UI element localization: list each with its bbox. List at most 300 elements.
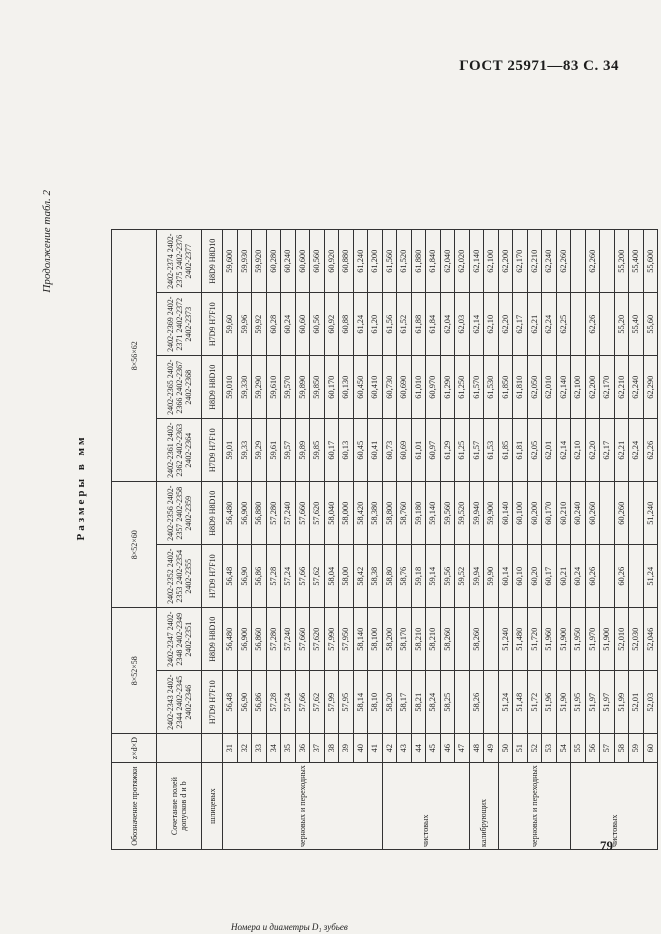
diameter-cell: 60,450 — [353, 356, 368, 419]
diameter-cell: 51,950 — [571, 608, 586, 671]
diameter-cell: 57,280 — [266, 608, 281, 671]
diameter-cell: 58,380 — [368, 482, 383, 545]
table-row — [600, 230, 615, 850]
diameter-cell: 59,57 — [281, 419, 296, 482]
section-label: черновых и переходных — [223, 763, 383, 850]
diameter-cell: 61,56 — [382, 293, 397, 356]
diameter-cell: 55,400 — [629, 230, 644, 293]
tooth-number-cell: 48 — [469, 734, 484, 763]
diameter-cell: 58,200 — [382, 608, 397, 671]
diameter-cell: 60,100 — [513, 482, 528, 545]
tol-cell: H7D9 H7F10 — [202, 293, 223, 356]
tooth-number-cell: 46 — [440, 734, 455, 763]
diameter-cell: 62,210 — [527, 230, 542, 293]
codes-cell: 2402-2356 2402-2357 2402-2358 2402-2359 — [157, 482, 202, 545]
diameter-cell: 57,24 — [281, 545, 296, 608]
diameter-cell: 61,290 — [440, 356, 455, 419]
table-row — [295, 230, 310, 850]
diameter-cell: 56,900 — [237, 482, 252, 545]
tooth-number-cell: 50 — [498, 734, 513, 763]
tooth-number-cell: 44 — [411, 734, 426, 763]
diameter-cell: 61,560 — [382, 230, 397, 293]
diameter-cell: 51,96 — [542, 671, 557, 734]
tooth-number-cell: 51 — [513, 734, 528, 763]
diameter-cell: 59,33 — [237, 419, 252, 482]
section-label: калибрующих — [469, 763, 498, 850]
diameter-cell: 62,20 — [585, 419, 600, 482]
diameter-cell: 59,890 — [295, 356, 310, 419]
diameter-cell: 57,620 — [310, 608, 325, 671]
diameter-cell: 52,010 — [614, 608, 629, 671]
diameter-cell: 58,100 — [368, 608, 383, 671]
tooth-number-cell: 45 — [426, 734, 441, 763]
diameter-cell: 59,18 — [411, 545, 426, 608]
table-row — [498, 230, 513, 850]
diameter-cell: 61,88 — [411, 293, 426, 356]
zdD-header: z×d×D — [112, 734, 157, 763]
diameter-cell — [571, 293, 586, 356]
group-header-1: 8×52×58 — [112, 608, 157, 734]
tooth-number-cell: 37 — [310, 734, 325, 763]
diameter-cell — [600, 545, 615, 608]
side-caption: Номера и диаметры D₁ зубьев — [231, 922, 348, 932]
codes-row — [157, 230, 202, 850]
tooth-number-cell: 58 — [614, 734, 629, 763]
table-row — [440, 230, 455, 850]
diameter-cell: 62,01 — [542, 419, 557, 482]
diameter-cell: 58,17 — [397, 671, 412, 734]
group-header-2: 8×52×60 — [112, 482, 157, 608]
tooth-number-cell: 35 — [281, 734, 296, 763]
sizes-caption: Размеры в мм — [75, 434, 87, 541]
diameter-cell: 60,560 — [310, 230, 325, 293]
diameter-cell: 60,260 — [614, 482, 629, 545]
diameter-cell: 57,24 — [281, 671, 296, 734]
diameter-cell: 61,520 — [397, 230, 412, 293]
diameter-cell — [455, 671, 470, 734]
tooth-number-cell: 41 — [368, 734, 383, 763]
diameter-cell: 59,94 — [469, 545, 484, 608]
diameter-cell: 59,96 — [237, 293, 252, 356]
diameter-cell: 58,21 — [411, 671, 426, 734]
diameter-cell: 60,28 — [266, 293, 281, 356]
diameter-cell: 62,050 — [527, 356, 542, 419]
diameter-cell — [484, 608, 499, 671]
diameter-cell: 59,940 — [469, 482, 484, 545]
diameter-cell: 62,26 — [585, 293, 600, 356]
diameter-cell: 59,520 — [455, 482, 470, 545]
broach-table — [111, 229, 658, 850]
tooth-number-cell: 54 — [556, 734, 571, 763]
diameter-cell: 59,010 — [223, 356, 238, 419]
diameter-cell: 51,95 — [571, 671, 586, 734]
diameter-cell: 62,04 — [440, 293, 455, 356]
codes-cell: 2402-2361 2402-2362 2402-2363 2402-2364 — [157, 419, 202, 482]
tol-cell: H8D9 H8D10 — [202, 230, 223, 293]
diameter-cell: 58,14 — [353, 671, 368, 734]
table-row — [614, 230, 629, 850]
diameter-cell: 62,03 — [455, 293, 470, 356]
diameter-cell: 51,72 — [527, 671, 542, 734]
codes-cell: 2402-2343 2402-2344 2402-2345 2402-2346 — [157, 671, 202, 734]
diameter-cell: 58,260 — [440, 608, 455, 671]
diameter-cell: 60,240 — [281, 230, 296, 293]
tooth-number-cell: 56 — [585, 734, 600, 763]
table-row — [571, 230, 586, 850]
table-row — [353, 230, 368, 850]
diameter-cell: 60,13 — [339, 419, 354, 482]
diameter-cell: 61,810 — [513, 356, 528, 419]
diameter-cell: 62,240 — [542, 230, 557, 293]
diameter-cell: 58,76 — [397, 545, 412, 608]
diameter-cell: 56,880 — [252, 482, 267, 545]
tooth-number-cell: 34 — [266, 734, 281, 763]
diameter-cell: 59,61 — [266, 419, 281, 482]
diameter-cell: 58,760 — [397, 482, 412, 545]
diameter-cell: 62,020 — [455, 230, 470, 293]
diameter-cell: 55,200 — [614, 230, 629, 293]
tooth-number-cell: 36 — [295, 734, 310, 763]
designation-header: Обозначение протяжки — [112, 763, 157, 850]
table-row — [266, 230, 281, 850]
diameter-cell — [600, 230, 615, 293]
spacer-cell — [157, 734, 202, 763]
codes-cell: 2402-2374 2402-2375 2402-2376 2402-2377 — [157, 230, 202, 293]
diameter-cell: 62,21 — [614, 419, 629, 482]
diameter-cell: 59,600 — [223, 230, 238, 293]
diameter-cell: 51,720 — [527, 608, 542, 671]
section-label: чистовых — [571, 763, 658, 850]
table-row — [643, 230, 658, 850]
table-row — [339, 230, 354, 850]
diameter-cell: 57,950 — [339, 608, 354, 671]
diameter-cell: 55,60 — [643, 293, 658, 356]
diameter-cell: 61,84 — [426, 293, 441, 356]
table-row — [629, 230, 644, 850]
diameter-cell: 60,56 — [310, 293, 325, 356]
diameter-cell: 57,620 — [310, 482, 325, 545]
diameter-cell: 57,240 — [281, 482, 296, 545]
tolerance-header: Сочетание полей допусков d и b — [157, 763, 202, 850]
diameter-cell: 56,90 — [237, 545, 252, 608]
table-row — [426, 230, 441, 850]
diameter-cell: 61,20 — [368, 293, 383, 356]
diameter-cell: 59,85 — [310, 419, 325, 482]
diameter-cell: 61,01 — [411, 419, 426, 482]
tooth-number-cell: 43 — [397, 734, 412, 763]
table-row — [397, 230, 412, 850]
diameter-cell: 62,25 — [556, 293, 571, 356]
diameter-cell: 56,48 — [223, 671, 238, 734]
diameter-cell: 59,900 — [484, 482, 499, 545]
diameter-cell — [629, 545, 644, 608]
diameter-cell — [484, 671, 499, 734]
diameter-cell: 51,900 — [556, 608, 571, 671]
codes-cell: 2402-2365 2402-2366 2402-2367 2402-2368 — [157, 356, 202, 419]
diameter-cell: 59,92 — [252, 293, 267, 356]
diameter-cell: 58,20 — [382, 671, 397, 734]
diameter-cell: 62,240 — [629, 356, 644, 419]
diameter-cell: 60,730 — [382, 356, 397, 419]
diameter-cell: 62,05 — [527, 419, 542, 482]
group-header-3: 8×56×62 — [112, 230, 157, 482]
diameter-cell: 61,840 — [426, 230, 441, 293]
table-row — [469, 230, 484, 850]
diameter-cell: 61,530 — [484, 356, 499, 419]
diameter-cell — [629, 482, 644, 545]
diameter-cell: 61,24 — [353, 293, 368, 356]
diameter-cell: 59,90 — [484, 545, 499, 608]
diameter-cell: 58,210 — [411, 608, 426, 671]
rotated-table-area — [41, 150, 655, 932]
tol-cell: H7D9 H7F10 — [202, 545, 223, 608]
diameter-cell: 59,330 — [237, 356, 252, 419]
diameter-cell: 60,210 — [556, 482, 571, 545]
diameter-cell: 59,60 — [223, 293, 238, 356]
table-row — [324, 230, 339, 850]
diameter-cell: 57,28 — [266, 545, 281, 608]
diameter-cell: 56,86 — [252, 545, 267, 608]
diameter-cell: 52,046 — [643, 608, 658, 671]
table-body — [223, 230, 658, 850]
diameter-cell: 59,920 — [252, 230, 267, 293]
diameter-cell: 61,85 — [498, 419, 513, 482]
diameter-cell: 60,24 — [281, 293, 296, 356]
diameter-cell: 60,24 — [571, 545, 586, 608]
diameter-cell: 60,170 — [324, 356, 339, 419]
table-row — [252, 230, 267, 850]
tolerance-row — [202, 230, 223, 850]
diameter-cell: 52,01 — [629, 671, 644, 734]
continuation-label: Продолжение табл. 2 — [41, 190, 53, 293]
diameter-cell: 57,62 — [310, 545, 325, 608]
table-row — [455, 230, 470, 850]
diameter-cell: 60,73 — [382, 419, 397, 482]
diameter-cell: 51,97 — [600, 671, 615, 734]
diameter-cell: 59,610 — [266, 356, 281, 419]
diameter-cell: 60,41 — [368, 419, 383, 482]
diameter-cell: 62,17 — [600, 419, 615, 482]
diameter-cell: 62,14 — [556, 419, 571, 482]
diameter-cell: 57,95 — [339, 671, 354, 734]
diameter-cell: 59,29 — [252, 419, 267, 482]
table-row — [382, 230, 397, 850]
diameter-cell: 58,800 — [382, 482, 397, 545]
diameter-cell: 60,600 — [295, 230, 310, 293]
diameter-cell: 61,53 — [484, 419, 499, 482]
tol-cell: H8D9 H8D10 — [202, 356, 223, 419]
codes-cell: 2402-2352 2402-2353 2402-2354 2402-2355 — [157, 545, 202, 608]
diameter-cell: 58,210 — [426, 608, 441, 671]
diameter-cell: 57,62 — [310, 671, 325, 734]
diameter-cell — [600, 293, 615, 356]
tooth-number-cell: 38 — [324, 734, 339, 763]
page-header: ГОСТ 25971—83 С. 34 — [459, 58, 619, 74]
tooth-number-cell: 40 — [353, 734, 368, 763]
tooth-number-cell: 59 — [629, 734, 644, 763]
diameter-cell: 60,21 — [556, 545, 571, 608]
diameter-cell: 61,25 — [455, 419, 470, 482]
diameter-cell: 55,40 — [629, 293, 644, 356]
table-row — [484, 230, 499, 850]
diameter-cell: 59,560 — [440, 482, 455, 545]
diameter-cell: 59,01 — [223, 419, 238, 482]
table-row — [556, 230, 571, 850]
diameter-cell: 60,14 — [498, 545, 513, 608]
diameter-cell: 60,69 — [397, 419, 412, 482]
diameter-cell: 60,140 — [498, 482, 513, 545]
diameter-cell: 62,260 — [556, 230, 571, 293]
diameter-cell: 56,900 — [237, 608, 252, 671]
diameter-cell: 60,60 — [295, 293, 310, 356]
diameter-cell: 52,03 — [643, 671, 658, 734]
spacer-cell — [202, 734, 223, 763]
diameter-cell: 58,170 — [397, 608, 412, 671]
diameter-cell: 61,29 — [440, 419, 455, 482]
diameter-cell: 58,140 — [353, 608, 368, 671]
tooth-number-cell: 55 — [571, 734, 586, 763]
section-label: чистовых — [382, 763, 469, 850]
diameter-cell: 62,140 — [556, 356, 571, 419]
diameter-cell: 51,97 — [585, 671, 600, 734]
tol-cell: H8D9 H8D10 — [202, 482, 223, 545]
diameter-cell: 58,000 — [339, 482, 354, 545]
diameter-cell: 61,240 — [353, 230, 368, 293]
diameter-cell: 61,52 — [397, 293, 412, 356]
diameter-cell: 51,240 — [498, 608, 513, 671]
diameter-cell: 62,14 — [469, 293, 484, 356]
codes-cell: 2402-2369 2402-2371 2402-2372 2402-2373 — [157, 293, 202, 356]
diameter-cell: 61,81 — [513, 419, 528, 482]
diameter-cell: 59,56 — [440, 545, 455, 608]
diameter-cell: 56,480 — [223, 608, 238, 671]
diameter-cell: 62,200 — [585, 356, 600, 419]
diameter-cell: 62,10 — [484, 293, 499, 356]
page-number: 79 — [600, 838, 613, 853]
diameter-cell: 62,170 — [513, 230, 528, 293]
diameter-cell: 60,26 — [614, 545, 629, 608]
diameter-cell: 52,030 — [629, 608, 644, 671]
diameter-cell: 60,170 — [542, 482, 557, 545]
diameter-cell: 59,290 — [252, 356, 267, 419]
diameter-cell: 58,420 — [353, 482, 368, 545]
diameter-cell: 59,930 — [237, 230, 252, 293]
diameter-cell: 57,66 — [295, 671, 310, 734]
diameter-cell: 60,880 — [339, 230, 354, 293]
diameter-cell: 58,25 — [440, 671, 455, 734]
diameter-cell: 62,100 — [484, 230, 499, 293]
diameter-cell: 60,200 — [527, 482, 542, 545]
table-row — [281, 230, 296, 850]
diameter-cell: 57,280 — [266, 482, 281, 545]
diameter-cell — [571, 230, 586, 293]
diameter-cell: 61,57 — [469, 419, 484, 482]
diameter-cell: 59,52 — [455, 545, 470, 608]
diameter-cell — [455, 608, 470, 671]
diameter-cell: 57,660 — [295, 482, 310, 545]
section-label: черновых и переходных — [498, 763, 571, 850]
diameter-cell: 57,990 — [324, 608, 339, 671]
splined-label: шлицевых — [202, 763, 223, 850]
diameter-cell: 60,130 — [339, 356, 354, 419]
tooth-number-cell: 39 — [339, 734, 354, 763]
tooth-number-cell: 32 — [237, 734, 252, 763]
diameter-cell: 60,45 — [353, 419, 368, 482]
diameter-cell: 60,920 — [324, 230, 339, 293]
tooth-number-cell: 31 — [223, 734, 238, 763]
diameter-cell — [600, 482, 615, 545]
diameter-cell: 51,480 — [513, 608, 528, 671]
tooth-number-cell: 33 — [252, 734, 267, 763]
table-row — [513, 230, 528, 850]
diameter-cell: 60,10 — [513, 545, 528, 608]
table-row — [411, 230, 426, 850]
diameter-cell: 62,10 — [571, 419, 586, 482]
tooth-number-cell: 47 — [455, 734, 470, 763]
diameter-cell: 58,24 — [426, 671, 441, 734]
tooth-number-cell: 53 — [542, 734, 557, 763]
diameter-cell: 51,240 — [643, 482, 658, 545]
diameter-cell: 56,860 — [252, 608, 267, 671]
diameter-cell: 62,140 — [469, 230, 484, 293]
diameter-cell: 58,260 — [469, 608, 484, 671]
tooth-number-cell: 52 — [527, 734, 542, 763]
diameter-cell: 57,660 — [295, 608, 310, 671]
table-row — [368, 230, 383, 850]
tol-cell: H7D9 H7F10 — [202, 419, 223, 482]
diameter-cell: 57,240 — [281, 608, 296, 671]
diameter-cell: 57,66 — [295, 545, 310, 608]
diameter-cell: 58,040 — [324, 482, 339, 545]
tol-cell: H8D9 H8D10 — [202, 608, 223, 671]
diameter-cell: 57,99 — [324, 671, 339, 734]
diameter-cell: 56,480 — [223, 482, 238, 545]
diameter-cell: 61,250 — [455, 356, 470, 419]
diameter-cell: 62,100 — [571, 356, 586, 419]
diameter-cell: 59,850 — [310, 356, 325, 419]
tooth-number-cell: 60 — [643, 734, 658, 763]
diameter-cell: 59,140 — [426, 482, 441, 545]
diameter-cell: 62,21 — [527, 293, 542, 356]
diameter-cell: 60,240 — [571, 482, 586, 545]
diameter-cell: 58,38 — [368, 545, 383, 608]
diameter-cell: 51,900 — [600, 608, 615, 671]
diameter-cell: 59,570 — [281, 356, 296, 419]
diameter-cell: 62,200 — [498, 230, 513, 293]
diameter-cell: 60,410 — [368, 356, 383, 419]
diameter-cell: 62,170 — [600, 356, 615, 419]
diameter-cell: 51,24 — [498, 671, 513, 734]
diameter-cell: 60,88 — [339, 293, 354, 356]
table-row — [223, 230, 238, 850]
diameter-cell: 60,26 — [585, 545, 600, 608]
diameter-cell: 60,17 — [542, 545, 557, 608]
diameter-cell: 60,280 — [266, 230, 281, 293]
diameter-cell: 62,210 — [614, 356, 629, 419]
diameter-cell: 62,040 — [440, 230, 455, 293]
diameter-cell: 55,600 — [643, 230, 658, 293]
diameter-cell: 51,960 — [542, 608, 557, 671]
diameter-cell: 51,99 — [614, 671, 629, 734]
diameter-cell: 60,690 — [397, 356, 412, 419]
diameter-cell: 59,14 — [426, 545, 441, 608]
diameter-cell: 62,290 — [643, 356, 658, 419]
diameter-cell: 58,04 — [324, 545, 339, 608]
diameter-cell: 60,20 — [527, 545, 542, 608]
diameter-cell: 58,00 — [339, 545, 354, 608]
diameter-cell: 62,20 — [498, 293, 513, 356]
diameter-cell: 51,24 — [643, 545, 658, 608]
